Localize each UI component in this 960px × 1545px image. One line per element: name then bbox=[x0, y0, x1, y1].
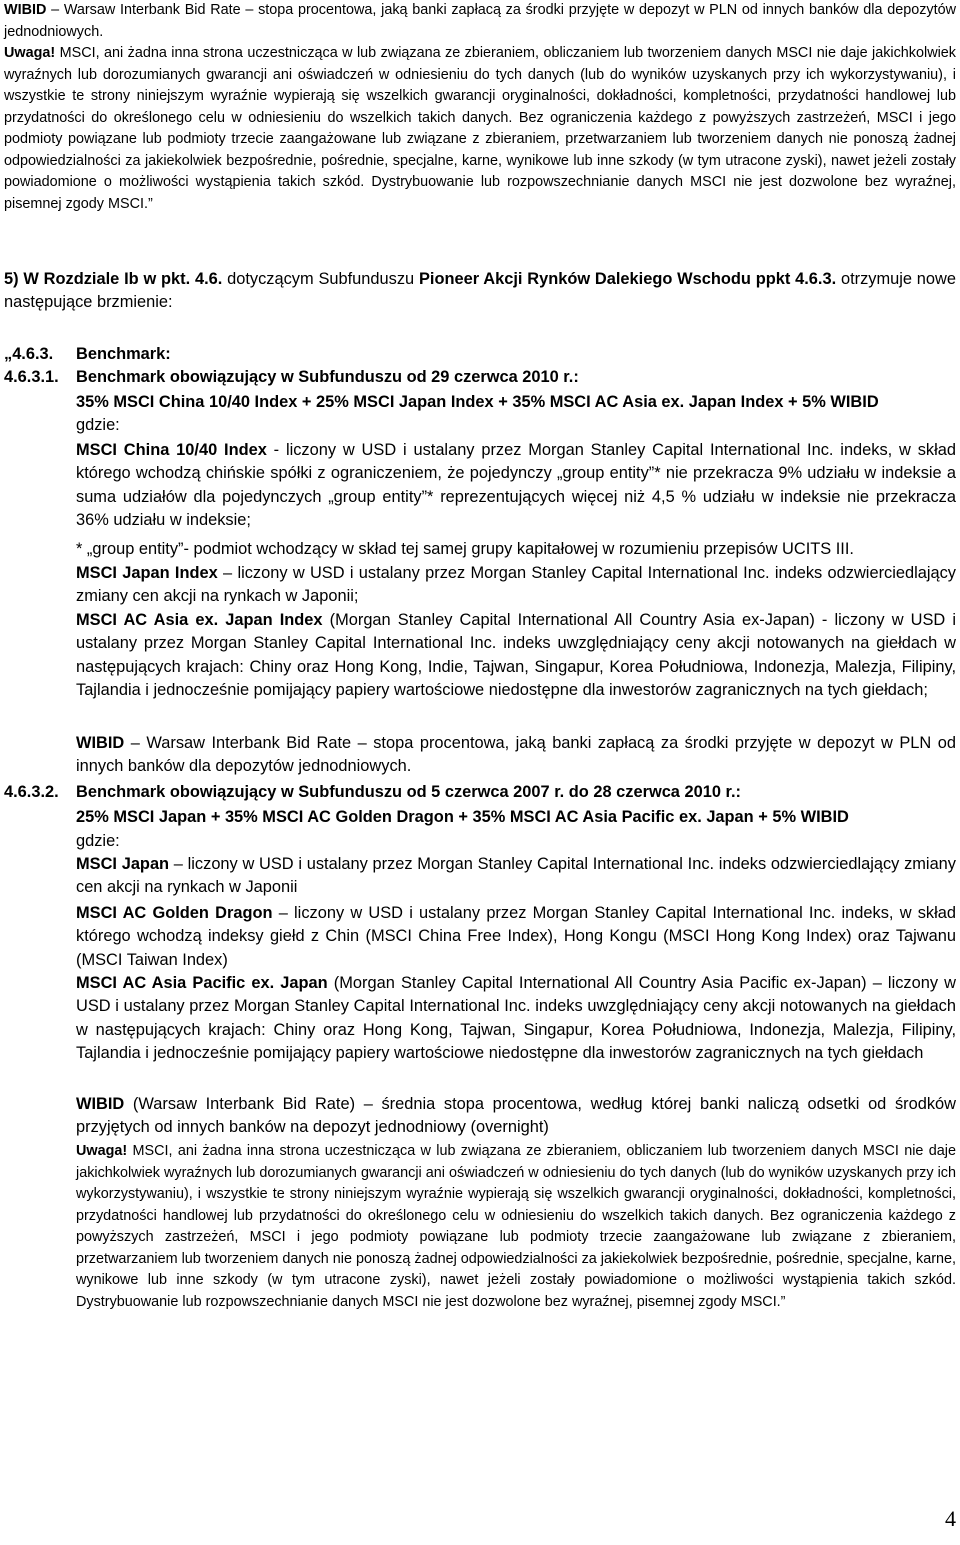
section-number: „4.6.3. bbox=[4, 345, 54, 363]
term: Uwaga! bbox=[4, 45, 56, 61]
definition-text: – liczony w USD i ustalany przez Morgan Stanley Capital International Inc. indeks odzwierciedlający zmiany cen akcji na rynkach w Japonii; bbox=[76, 564, 956, 606]
term: MSCI AC Asia Pacific ex. bbox=[76, 974, 275, 992]
formula: 25% MSCI Japan + 35% MSCI AC Golden Dragon + 35% MSCI AC Asia Pacific ex. Japan + 5% WIBID bbox=[76, 808, 849, 826]
fund-name: Pioneer Akcji Rynków Dalekiego Wschodu ppkt 4.6.3. bbox=[418, 270, 837, 288]
msci-japan-index-definition bbox=[76, 562, 956, 609]
definition-text: - liczony w USD i ustalany przez Morgan Stanley Capital International Inc. indeks, w skład którego wchodzą chińskie spółki z ograniczeniem, że pojedynczy „group entity”* nie przekracza 9% udziału w indeksie a suma udziałów dla pojedynczych „group entity”* reprezentujących więcej niż 4,5 % udziału w indeksie nie przekracza 36% udziału w indeksie; bbox=[76, 441, 956, 529]
definition-text: (Morgan Stanley Capital International All Country Asia Pacific ex-Japan) – liczony w USD i ustalany przez Morgan Stanley Capital International Inc. indeks uwzględniający ceny akcji notowanych na giełdach w następujących krajach: Chiny oraz Hong Kong, Tajwan, Singapur, Korea Południowa, Indonezja, Malezja, Filipiny, Tajlandia i jednocześnie pomijający papiery wartościowe niedostępne dla inwestorów zagranicznych na tych giełdach bbox=[76, 974, 956, 1062]
term: WIBID bbox=[76, 734, 125, 752]
wibid-definition bbox=[76, 732, 956, 779]
term: MSCI AC Asia ex. bbox=[76, 611, 219, 629]
disclaimer bbox=[76, 1141, 956, 1313]
section-text: dotyczącym Subfunduszu bbox=[222, 270, 419, 288]
section-title bbox=[76, 366, 956, 389]
definition-text: – Warsaw Interbank Bid Rate – stopa procentowa, jaką banki zapłacą za środki przyjęte w depozyt w PLN od innych banków dla depozytów jednodniowych. bbox=[4, 2, 956, 40]
term: Uwaga! bbox=[76, 1143, 128, 1159]
group-entity-footnote: * „group entity”- podmiot wchodzący w skład tej samej grupy kapitałowej w rozumieniu przepisów UCITS III. bbox=[76, 540, 854, 558]
formula: 35% MSCI China 10/40 Index + 25% MSCI Japan Index + 35% MSCI AC Asia ex. Japan Index + 5% WIBID bbox=[76, 393, 879, 411]
msci-ac-asia-definition bbox=[76, 609, 956, 702]
definition-text: – liczony w USD i ustalany przez Morgan Stanley Capital International Inc. indeks odzwierciedlający zmiany cen akcji na rynkach w Japonii bbox=[76, 855, 956, 897]
term: MSCI Japan Index bbox=[76, 564, 218, 582]
term: WIBID bbox=[4, 2, 47, 18]
term: MSCI Japan bbox=[76, 855, 170, 873]
msci-japan-definition bbox=[76, 853, 956, 900]
msci-asia-pacific-definition bbox=[76, 972, 956, 1065]
term: Japan bbox=[274, 974, 328, 992]
page-number: 4 bbox=[945, 1506, 956, 1531]
section-5-intro bbox=[4, 268, 956, 315]
section-title bbox=[76, 781, 956, 804]
definition-text: – Warsaw Interbank Bid Rate – stopa procentowa, jaką banki zapłacą za środki przyjęte w depozyt w PLN od innych banków dla depozytów jednodniowych. bbox=[76, 734, 956, 776]
definition-text: (Warsaw Interbank Bid Rate) – średnia stopa procentowa, według której banki naliczą odsetki od środków przyjętych od innych banków na depozyt jednodniowy (overnight) bbox=[76, 1095, 956, 1137]
term: MSCI China 10/40 Index bbox=[76, 441, 267, 459]
term: Japan Index bbox=[218, 611, 323, 629]
section-title bbox=[76, 343, 956, 366]
benchmark-formula bbox=[76, 391, 956, 414]
gdzie-label: gdzie: bbox=[76, 832, 120, 850]
msci-china-definition bbox=[76, 439, 956, 532]
benchmark-formula bbox=[76, 806, 956, 829]
heading: Benchmark obowiązujący w Subfunduszu od 29 czerwca 2010 r.: bbox=[76, 368, 579, 386]
disclaimer-text: MSCI, ani żadna inna strona uczestnicząca w lub związana ze zbieraniem, obliczaniem lub tworzeniem danych MSCI nie daje jakichkolwiek wyraźnych lub dorozumianych gwarancji ani oświadczeń w odniesieniu do tych danych (lub do wyników uzyskanych przy ich wykorzystywaniu), i wszystkie te strony niniejszym wyraźnie wypierają się wszelkich gwarancji oryginalności, dokładności, kompletności, przydatności handlowej lub przydatności do określonego celu w odniesieniu do wszelkich takich danych. Bez ograniczenia każdego z powyższych zastrzeżeń, MSCI i jego podmioty powiązane lub podmioty trzecie zaangażowane lub związane z zbieraniem, przetwarzaniem lub tworzeniem danych nie ponoszą żadnej odpowiedzialności za jakiekolwiek bezpośrednie, pośrednie, specjalne, karne, wynikowe lub inne szkody (w tym utracone zyski), nawet jeżeli zostały powiadomione o możliwości wystąpienia takich szkód. Dystrybuowanie lub rozpowszechnianie danych MSCI nie jest dozwolone bez wyraźnej, pisemnej zgody MSCI.” bbox=[4, 45, 956, 212]
definition-text: – liczony w USD i ustalany przez Morgan Stanley Capital International Inc. indeks, w skład którego wchodzą indeksy giełd z Chin (MSCI China Free Index), Hong Kongu (MSCI Hong Kong Index) oraz Tajwanu (MSCI Taiwan Index) bbox=[76, 904, 956, 969]
section-lead: 5) W Rozdziale Ib w pkt. 4.6. bbox=[4, 270, 223, 288]
heading: Benchmark obowiązujący w Subfunduszu od 5 czerwca 2007 r. do 28 czerwca 2010 r.: bbox=[76, 783, 741, 801]
term: MSCI AC Golden Dragon bbox=[76, 904, 273, 922]
heading: Benchmark: bbox=[76, 345, 171, 363]
section-number: 4.6.3.2. bbox=[4, 783, 59, 801]
section-text: otrzymuje nowe następujące brzmienie: bbox=[4, 270, 956, 312]
wibid-definition bbox=[76, 1093, 956, 1140]
wibid-definition-top bbox=[4, 0, 956, 43]
definition-text: (Morgan Stanley Capital International All Country Asia ex-Japan) - liczony w USD i ustalany przez Morgan Stanley Capital International Inc. indeks uwzględniający ceny akcji notowanych na giełdach w następujących krajach: Chiny oraz Hong Kong, Indie, Tajwan, Singapur, Korea Południowa, Indonezja, Malezja, Filipiny, Tajlandia i jednocześnie pomijający papiery wartościowe niedostępne dla inwestorów zagranicznych na tych giełdach; bbox=[76, 611, 956, 699]
msci-golden-dragon-definition bbox=[76, 902, 956, 972]
disclaimer-top bbox=[4, 43, 956, 215]
disclaimer-text: MSCI, ani żadna inna strona uczestnicząca w lub związana ze zbieraniem, obliczaniem lub tworzeniem danych MSCI nie daje jakichkolwiek wyraźnych lub dorozumianych gwarancji ani oświadczeń w odniesieniu do tych danych (lub do wyników uzyskanych przy ich wykorzystywaniu), i wszystkie te strony niniejszym wyraźnie wypierają się wszelkich gwarancji oryginalności, dokładności, kompletności, przydatności handlowej lub przydatności do określonego celu w odniesieniu do wszelkich takich danych. Bez ograniczenia każdego z powyższych zastrzeżeń, MSCI i jego podmioty powiązane lub podmioty trzecie zaangażowane lub związane z zbieraniem, przetwarzaniem lub tworzeniem danych nie ponoszą żadnej odpowiedzialności za jakiekolwiek bezpośrednie, pośrednie, specjalne, karne, wynikowe lub inne szkody (w tym utracone zyski), nawet jeżeli zostały powiadomione o możliwości wystąpienia takich szkód. Dystrybuowanie lub rozpowszechnianie danych MSCI nie jest dozwolone bez wyraźnej, pisemnej zgody MSCI.” bbox=[76, 1143, 956, 1310]
term: WIBID bbox=[76, 1095, 125, 1113]
section-number: 4.6.3.1. bbox=[4, 368, 59, 386]
gdzie-label: gdzie: bbox=[76, 416, 120, 434]
